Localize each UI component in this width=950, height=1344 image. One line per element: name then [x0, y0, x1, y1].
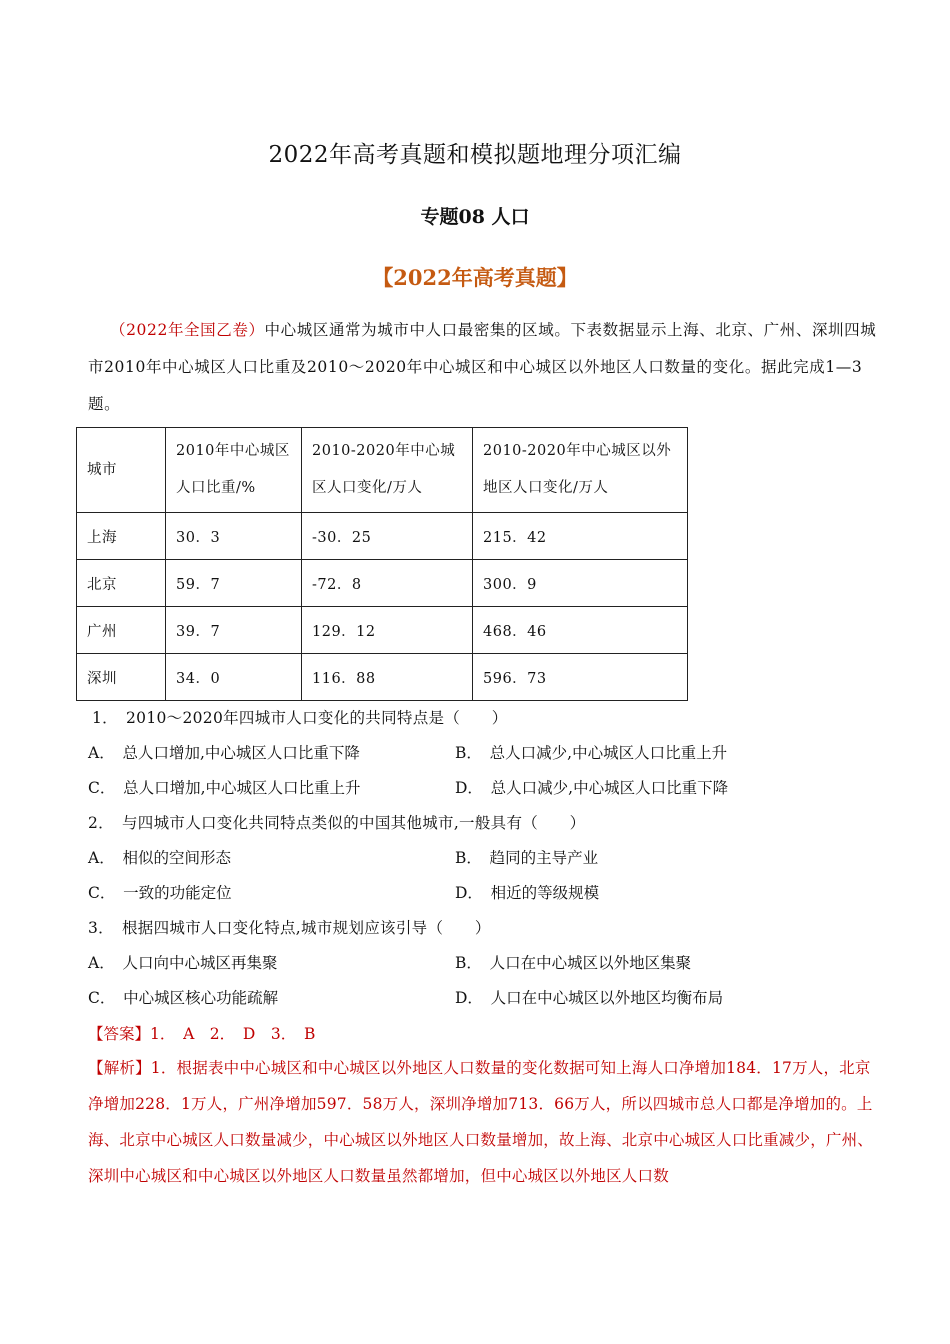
question-2-option-c: C． 一致的功能定位 — [88, 884, 232, 902]
table-cell: 59．7 — [166, 560, 302, 607]
explanation-text: 【解析】1．根据表中中心城区和中心城区以外地区人口数量的变化数据可知上海人口净增加184．17万人，北京净增加228．1万人，广州净增加597．58万人，深圳净增加713．66万人，所以四城市总人口都是净增加的。上海、北京中心城区人口数量减少，中心城区以外地区人口数量增加，故上海、北京中心城区人口比重减少，广州、深圳中心城区和中心城区以外地区人口数量虽然都增加，但中心城区以外地区人口数 — [88, 1059, 874, 1185]
table-cell: 596．73 — [473, 654, 688, 701]
table-cell: -72．8 — [302, 560, 473, 607]
question-1-option-a: A． 总人口增加,中心城区人口比重下降 — [88, 744, 360, 762]
table-header-row — [77, 428, 688, 513]
table-row — [77, 513, 688, 560]
question-3-option-d: D． 人口在中心城区以外地区均衡布局 — [455, 989, 724, 1007]
intro-paragraph — [88, 312, 878, 423]
table-row — [77, 607, 688, 654]
table-cell: 广州 — [77, 607, 166, 654]
table-cell: 129．12 — [302, 607, 473, 654]
table-header-cell: 2010-2020年中心城区人口变化/万人 — [302, 428, 473, 513]
question-3-option-b: B． 人口在中心城区以外地区集聚 — [455, 954, 692, 972]
question-3-option-c: C． 中心城区核心功能疏解 — [88, 989, 279, 1007]
table-row — [77, 654, 688, 701]
question-1-option-d: D． 总人口减少,中心城区人口比重下降 — [455, 779, 729, 797]
question-1-option-b: B． 总人口减少,中心城区人口比重上升 — [455, 744, 728, 762]
section-heading: 【2022年高考真题】 — [372, 265, 578, 290]
question-2-stem: 2． 与四城市人口变化共同特点类似的中国其他城市,一般具有（ ） — [88, 814, 586, 832]
question-1-stem: 1． 2010～2020年四城市人口变化的共同特点是（ ） — [92, 709, 508, 727]
question-3-stem: 3． 根据四城市人口变化特点,城市规划应该引导（ ） — [88, 919, 491, 937]
table-cell: 上海 — [77, 513, 166, 560]
topic-subtitle: 专题08 人口 — [420, 206, 530, 228]
table-cell: 北京 — [77, 560, 166, 607]
table-cell: -30．25 — [302, 513, 473, 560]
table-header-cell: 2010-2020年中心城区以外地区人口变化/万人 — [473, 428, 688, 513]
table-row — [77, 560, 688, 607]
table-cell: 468．46 — [473, 607, 688, 654]
question-2-option-d: D． 相近的等级规模 — [455, 884, 600, 902]
table-cell: 34．0 — [166, 654, 302, 701]
intro-text: 中心城区通常为城市中人口最密集的区域。下表数据显示上海、北京、广州、深圳四城市2010年中心城区人口比重及2010～2020年中心城区和中心城区以外地区人口数量的变化。据此完成1—3题。 — [88, 321, 877, 413]
table-cell: 215．42 — [473, 513, 688, 560]
question-2-option-b: B． 趋同的主导产业 — [455, 849, 599, 867]
question-1-option-c: C． 总人口增加,中心城区人口比重上升 — [88, 779, 361, 797]
table-cell: 深圳 — [77, 654, 166, 701]
question-2-option-a: A． 相似的空间形态 — [88, 849, 231, 867]
table-cell: 300．9 — [473, 560, 688, 607]
table-header-cell: 2010年中心城区人口比重/% — [166, 428, 302, 513]
table-cell: 116．88 — [302, 654, 473, 701]
population-table — [76, 427, 688, 701]
document-title: 2022年高考真题和模拟题地理分项汇编 — [268, 142, 682, 168]
question-source: （2022年全国乙卷） — [110, 321, 265, 339]
answer-key: 【答案】1． A 2． D 3． B — [88, 1025, 316, 1043]
table-cell: 30．3 — [166, 513, 302, 560]
table-cell: 39．7 — [166, 607, 302, 654]
table-header-cell: 城市 — [77, 428, 166, 513]
question-3-option-a: A． 人口向中心城区再集聚 — [88, 954, 278, 972]
